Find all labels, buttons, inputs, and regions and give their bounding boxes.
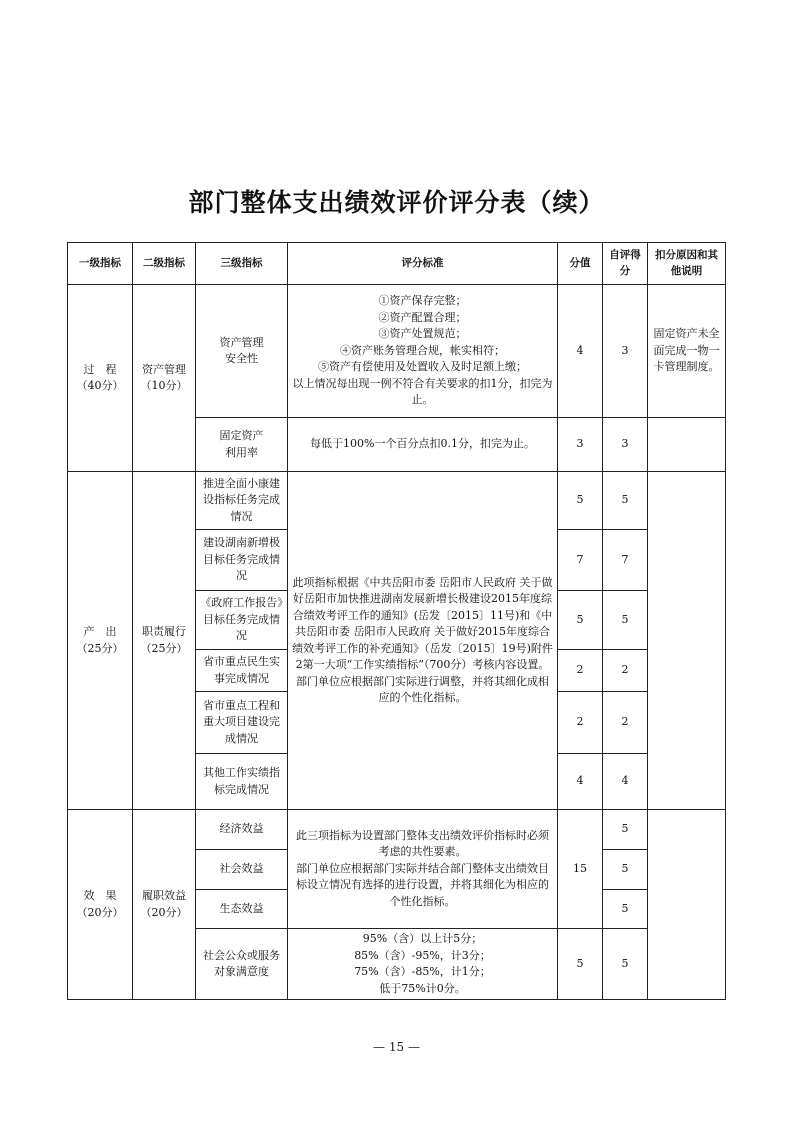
self-score-cell: 7 — [603, 530, 648, 591]
level2-cell: 资产管理 （10分） — [133, 285, 196, 472]
header-note: 扣分原因和其他说明 — [648, 243, 726, 285]
note-cell — [648, 418, 726, 472]
note-cell — [648, 472, 726, 810]
level3-cell: 省市重点工程和重大项目建设完成情况 — [196, 692, 288, 754]
score-cell: 15 — [558, 810, 603, 929]
criteria-cell: 95%（含）以上计5分； 85%（含）-95%，计3分； 75%（含）-85%，计1分； 低于75%计0分。 — [288, 929, 558, 1000]
self-score-cell: 3 — [603, 418, 648, 472]
criteria-cell: 此项指标根据《中共岳阳市委 岳阳市人民政府 关于做好岳阳市加快推进湖南发展新增长极建设2015年度综合绩效考评工作的通知》(岳发〔2015〕11号)和《中共岳阳市委 岳阳市人民政府 关于做好2015年度综合绩效考评工作的补充通知》（岳发〔2015〕19号)附件2第一大项“工作实绩指标”（700分）考核内容设置。 部门单位应根据部门实际进行调整，并将其细化成相应的个性化指标。 — [288, 472, 558, 810]
level3-cell: 生态效益 — [196, 890, 288, 929]
self-score-cell: 5 — [603, 850, 648, 890]
level3-cell: 省市重点民生实事完成情况 — [196, 650, 288, 692]
evaluation-score-table — [67, 242, 726, 1000]
self-score-cell: 5 — [603, 810, 648, 850]
criteria-cell: 此三项指标为设置部门整体支出绩效评价指标时必须考虑的共性要素。 部门单位应根据部门实际并结合部门整体支出绩效目标设立情况有选择的进行设置，并将其细化为相应的个性化指标。 — [288, 810, 558, 929]
level1-cell: 产 出 （25分） — [68, 472, 133, 810]
self-score-cell: 5 — [603, 472, 648, 530]
score-cell: 4 — [558, 285, 603, 418]
self-score-cell: 5 — [603, 890, 648, 929]
score-cell: 5 — [558, 591, 603, 650]
note-cell — [648, 810, 726, 1000]
self-score-cell: 5 — [603, 929, 648, 1000]
note-cell: 固定资产未全面完成一物一卡管理制度。 — [648, 285, 726, 418]
score-cell: 7 — [558, 530, 603, 591]
table-row — [68, 472, 726, 530]
level3-cell: 社会公众或服务对象满意度 — [196, 929, 288, 1000]
level3-cell: 《政府工作报告》目标任务完成情况 — [196, 591, 288, 650]
score-cell: 2 — [558, 650, 603, 692]
level2-cell: 履职效益 （20分） — [133, 810, 196, 1000]
self-score-cell: 4 — [603, 754, 648, 810]
level2-cell: 职责履行 （25分） — [133, 472, 196, 810]
table-header-row — [68, 243, 726, 285]
table-row — [68, 810, 726, 850]
score-cell: 4 — [558, 754, 603, 810]
level1-cell: 过 程 （40分） — [68, 285, 133, 472]
table-row — [68, 285, 726, 418]
header-level1: 一级指标 — [68, 243, 133, 285]
level3-cell: 社会效益 — [196, 850, 288, 890]
level3-cell: 其他工作实绩指标完成情况 — [196, 754, 288, 810]
self-score-cell: 5 — [603, 591, 648, 650]
page-number: — 15 — — [373, 1040, 420, 1054]
criteria-cell: ①资产保存完整； ②资产配置合理； ③资产处置规范； ④资产账务管理合规，帐实相符； ⑤资产有偿使用及处置收入及时足额上缴； 以上情况每出现一例不符合有关要求的扣1分，扣完为止。 — [288, 285, 558, 418]
self-score-cell: 3 — [603, 285, 648, 418]
score-cell: 2 — [558, 692, 603, 754]
header-level3: 三级指标 — [196, 243, 288, 285]
self-score-cell: 2 — [603, 692, 648, 754]
criteria-cell: 每低于100%一个百分点扣0.1分，扣完为止。 — [288, 418, 558, 472]
header-self-score: 自评得分 — [603, 243, 648, 285]
header-criteria: 评分标准 — [288, 243, 558, 285]
level3-cell: 推进全面小康建设指标任务完成情况 — [196, 472, 288, 530]
page-title: 部门整体支出绩效评价评分表（续） — [188, 188, 605, 217]
level3-cell: 建设湖南新增极目标任务完成情况 — [196, 530, 288, 591]
score-cell: 5 — [558, 472, 603, 530]
self-score-cell: 2 — [603, 650, 648, 692]
header-level2: 二级指标 — [133, 243, 196, 285]
level3-cell: 资产管理 安全性 — [196, 285, 288, 418]
level1-cell: 效 果 （20分） — [68, 810, 133, 1000]
score-cell: 5 — [558, 929, 603, 1000]
level3-cell: 固定资产 利用率 — [196, 418, 288, 472]
header-score: 分值 — [558, 243, 603, 285]
level3-cell: 经济效益 — [196, 810, 288, 850]
score-cell: 3 — [558, 418, 603, 472]
